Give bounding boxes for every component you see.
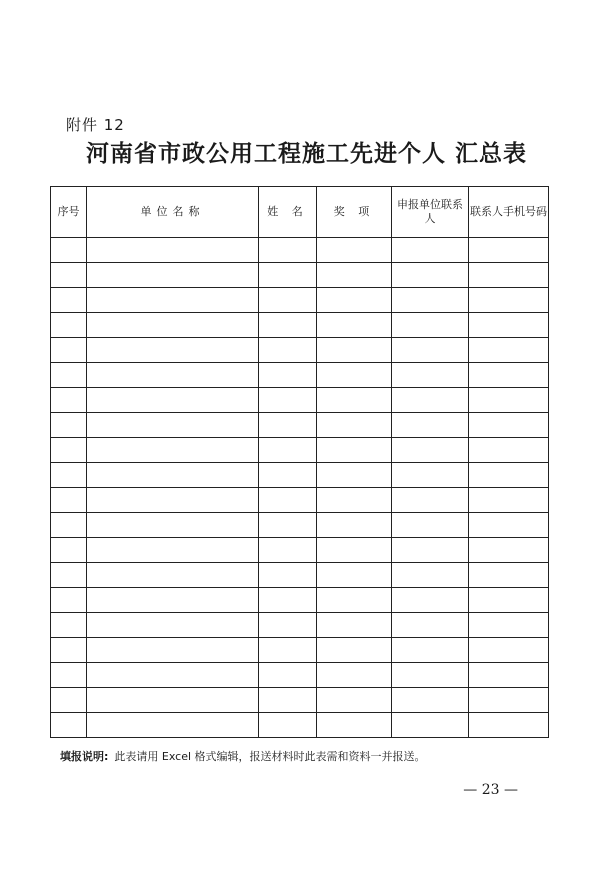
table-row — [51, 563, 549, 588]
table-cell — [259, 313, 317, 338]
table-cell — [317, 563, 392, 588]
table-cell — [317, 388, 392, 413]
table-cell — [317, 288, 392, 313]
table-cell — [87, 338, 259, 363]
table-cell — [317, 363, 392, 388]
table-row — [51, 263, 549, 288]
table-cell — [317, 538, 392, 563]
table-cell — [469, 438, 549, 463]
table-cell — [469, 613, 549, 638]
table-cell — [51, 488, 87, 513]
table-cell — [392, 263, 469, 288]
table-row — [51, 313, 549, 338]
table-cell — [51, 588, 87, 613]
table-cell — [317, 513, 392, 538]
table-cell — [51, 513, 87, 538]
table-row — [51, 613, 549, 638]
table-cell — [392, 438, 469, 463]
page-number: — 23 — — [463, 782, 518, 798]
table-cell — [51, 338, 87, 363]
table-cell — [317, 313, 392, 338]
table-cell — [317, 463, 392, 488]
table-cell — [469, 313, 549, 338]
col-header-name: 姓 名 — [259, 187, 317, 238]
table-cell — [317, 638, 392, 663]
table-cell — [87, 313, 259, 338]
table-cell — [317, 663, 392, 688]
table-cell — [87, 488, 259, 513]
table-cell — [259, 463, 317, 488]
table-cell — [392, 388, 469, 413]
table-row — [51, 338, 549, 363]
table-cell — [51, 438, 87, 463]
table-cell — [392, 313, 469, 338]
table-cell — [259, 438, 317, 463]
table-cell — [259, 688, 317, 713]
table-cell — [469, 488, 549, 513]
table-cell — [259, 713, 317, 738]
table-cell — [51, 538, 87, 563]
table-cell — [51, 313, 87, 338]
table-cell — [87, 663, 259, 688]
table-cell — [392, 513, 469, 538]
table-cell — [469, 538, 549, 563]
table-cell — [259, 263, 317, 288]
table-cell — [317, 338, 392, 363]
table-cell — [87, 263, 259, 288]
table-row — [51, 288, 549, 313]
table-row — [51, 663, 549, 688]
table-cell — [87, 438, 259, 463]
table-cell — [317, 438, 392, 463]
table-cell — [392, 688, 469, 713]
table-cell — [87, 688, 259, 713]
table-cell — [87, 513, 259, 538]
table-cell — [51, 363, 87, 388]
table-cell — [51, 713, 87, 738]
table-cell — [469, 713, 549, 738]
page-title: 河南省市政公用工程施工先进个人 汇总表 — [85, 140, 527, 167]
table-row — [51, 238, 549, 263]
table-cell — [259, 563, 317, 588]
attachment-label: 附件 12 — [66, 116, 125, 134]
table-cell — [259, 538, 317, 563]
table-cell — [392, 713, 469, 738]
table-cell — [469, 338, 549, 363]
table-cell — [87, 563, 259, 588]
table-cell — [259, 588, 317, 613]
table-cell — [317, 238, 392, 263]
table-cell — [259, 613, 317, 638]
table-cell — [469, 563, 549, 588]
table-row — [51, 388, 549, 413]
table-cell — [469, 363, 549, 388]
table-header-row — [51, 187, 549, 238]
table-cell — [87, 538, 259, 563]
table-cell — [87, 238, 259, 263]
table-cell — [392, 613, 469, 638]
fill-instructions — [60, 748, 426, 764]
table-cell — [51, 688, 87, 713]
col-header-phone: 联系人手机号码 — [469, 187, 549, 238]
table-cell — [259, 638, 317, 663]
table-cell — [392, 338, 469, 363]
table-row — [51, 463, 549, 488]
table-cell — [259, 413, 317, 438]
table-cell — [392, 288, 469, 313]
table-cell — [469, 638, 549, 663]
table-row — [51, 688, 549, 713]
table-cell — [259, 363, 317, 388]
table-cell — [259, 513, 317, 538]
table-cell — [259, 388, 317, 413]
table-cell — [392, 663, 469, 688]
col-header-contact: 申报单位联系人 — [392, 187, 469, 238]
table-row — [51, 588, 549, 613]
table-cell — [392, 413, 469, 438]
table-cell — [51, 563, 87, 588]
table-cell — [392, 563, 469, 588]
fill-instructions-text: 此表请用 Excel 格式编辑，报送材料时此表需和资料一并报送。 — [114, 750, 426, 763]
table-cell — [87, 613, 259, 638]
table-cell — [392, 588, 469, 613]
table-cell — [51, 463, 87, 488]
table-cell — [51, 638, 87, 663]
table-cell — [87, 463, 259, 488]
table-cell — [87, 388, 259, 413]
table-cell — [392, 363, 469, 388]
table-row — [51, 513, 549, 538]
table-row — [51, 538, 549, 563]
table-cell — [259, 338, 317, 363]
table-cell — [469, 588, 549, 613]
table-cell — [317, 613, 392, 638]
table-cell — [87, 713, 259, 738]
table-row — [51, 363, 549, 388]
table-cell — [259, 663, 317, 688]
table-cell — [87, 638, 259, 663]
table-row — [51, 413, 549, 438]
table-cell — [469, 238, 549, 263]
table-cell — [469, 288, 549, 313]
table-cell — [469, 513, 549, 538]
table-cell — [469, 688, 549, 713]
table-cell — [317, 588, 392, 613]
table-cell — [51, 263, 87, 288]
table-cell — [87, 363, 259, 388]
table-row — [51, 488, 549, 513]
table-cell — [317, 713, 392, 738]
table-cell — [317, 263, 392, 288]
fill-instructions-label: 填报说明: — [60, 750, 109, 763]
table-cell — [259, 288, 317, 313]
table-cell — [392, 463, 469, 488]
table-row — [51, 438, 549, 463]
table-cell — [392, 488, 469, 513]
table-cell — [51, 663, 87, 688]
table-cell — [392, 538, 469, 563]
table-cell — [259, 238, 317, 263]
table-cell — [469, 388, 549, 413]
col-header-index: 序号 — [51, 187, 87, 238]
col-header-unit-name: 单位名称 — [87, 187, 259, 238]
table-cell — [51, 238, 87, 263]
table-cell — [469, 413, 549, 438]
table-cell — [51, 388, 87, 413]
table-cell — [469, 663, 549, 688]
table-cell — [469, 463, 549, 488]
table-cell — [392, 238, 469, 263]
summary-table — [50, 186, 549, 738]
col-header-award: 奖 项 — [317, 187, 392, 238]
table-cell — [87, 288, 259, 313]
table-cell — [317, 688, 392, 713]
table-cell — [392, 638, 469, 663]
table-cell — [87, 588, 259, 613]
table-body — [51, 238, 549, 738]
table-cell — [51, 413, 87, 438]
table-cell — [51, 288, 87, 313]
table-row — [51, 638, 549, 663]
table-cell — [51, 613, 87, 638]
table-cell — [469, 263, 549, 288]
table-cell — [317, 488, 392, 513]
table-cell — [87, 413, 259, 438]
table-cell — [317, 413, 392, 438]
table-row — [51, 713, 549, 738]
table-cell — [259, 488, 317, 513]
